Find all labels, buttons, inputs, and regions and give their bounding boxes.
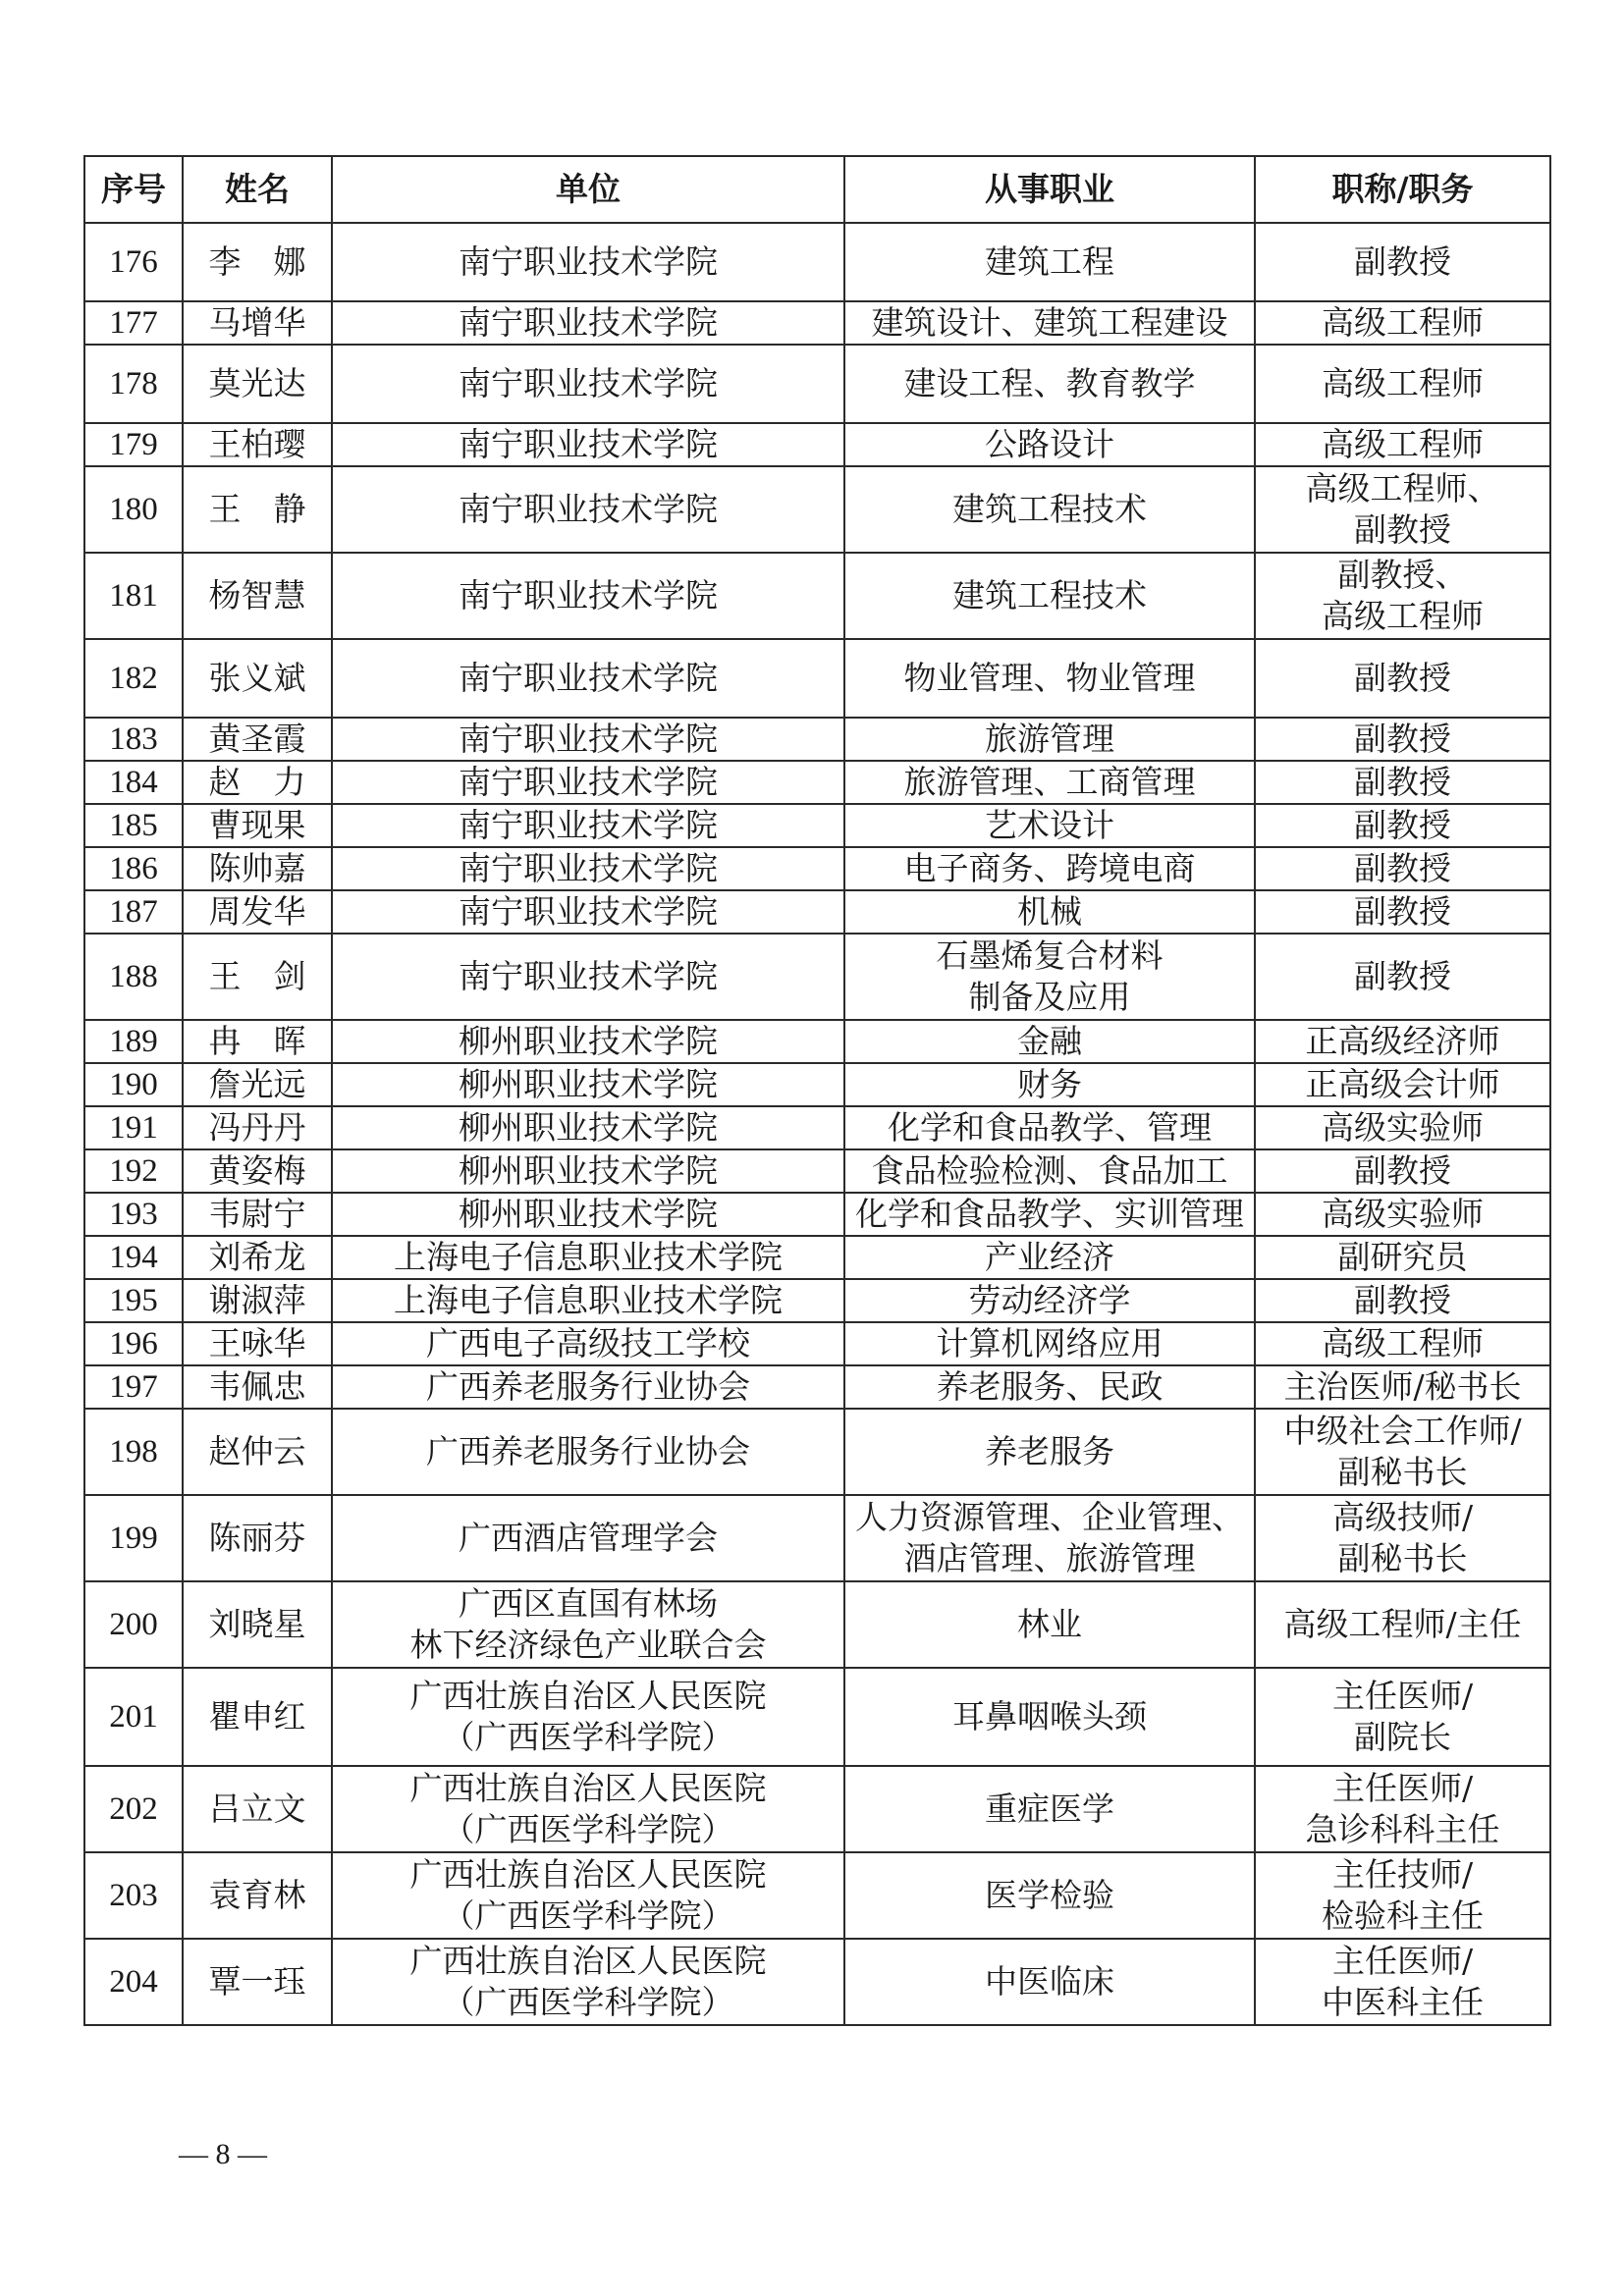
cell-title-position-line: 副秘书长 <box>1337 1539 1468 1577</box>
cell-title-position <box>1255 301 1550 345</box>
cell-title-position <box>1255 1409 1550 1495</box>
cell-serial-number: 199 <box>84 1495 183 1581</box>
cell-unit-line: 柳州职业技术学院 <box>459 1151 718 1190</box>
cell-occupation-line: 财务 <box>1017 1065 1082 1103</box>
cell-title-position <box>1255 1236 1550 1279</box>
cell-title-position <box>1255 345 1550 423</box>
cell-occupation-line: 机械 <box>1017 892 1082 931</box>
cell-occupation <box>844 1495 1255 1581</box>
cell-unit-line: 南宁职业技术学院 <box>459 364 718 402</box>
cell-unit-line: 广西壮族自治区人民医院 <box>409 1942 767 1980</box>
table-row <box>84 1106 1550 1149</box>
cell-unit <box>332 804 844 847</box>
table-body <box>84 223 1550 2025</box>
cell-unit-line: 广西区直国有林场 <box>459 1584 718 1623</box>
cell-unit-line: 柳州职业技术学院 <box>459 1108 718 1147</box>
cell-serial-number: 181 <box>84 553 183 639</box>
cell-unit <box>332 1149 844 1193</box>
cell-occupation-line: 建筑工程 <box>985 242 1114 281</box>
cell-serial-number: 185 <box>84 804 183 847</box>
cell-unit-line: （广西医学科学院） <box>442 1983 734 2021</box>
cell-serial-number: 193 <box>84 1193 183 1236</box>
table-row <box>84 1939 1550 2025</box>
cell-title-position-line: 副教授 <box>1354 1281 1451 1319</box>
cell-occupation-line: 建设工程、教育教学 <box>903 364 1196 402</box>
cell-unit <box>332 345 844 423</box>
cell-serial-number: 183 <box>84 718 183 761</box>
cell-occupation-line: 医学检验 <box>985 1876 1114 1914</box>
cell-serial-number: 189 <box>84 1020 183 1063</box>
cell-occupation-line: 建筑工程技术 <box>952 490 1147 528</box>
cell-unit <box>332 1106 844 1149</box>
cell-name: 王柏璎 <box>183 423 332 466</box>
cell-unit-line: 南宁职业技术学院 <box>459 892 718 931</box>
cell-serial-number: 198 <box>84 1409 183 1495</box>
table-row <box>84 1668 1550 1766</box>
cell-title-position-line: 副教授 <box>1354 659 1451 697</box>
cell-unit <box>332 1365 844 1409</box>
cell-title-position-line: 副教授 <box>1354 242 1451 281</box>
cell-occupation-line: 劳动经济学 <box>968 1281 1131 1319</box>
cell-title-position-line: 高级实验师 <box>1322 1195 1484 1233</box>
cell-title-position <box>1255 804 1550 847</box>
cell-title-position <box>1255 1322 1550 1365</box>
cell-occupation-line: 物业管理、物业管理 <box>903 659 1196 697</box>
cell-occupation <box>844 1365 1255 1409</box>
cell-unit <box>332 847 844 890</box>
cell-title-position <box>1255 1193 1550 1236</box>
cell-unit-line: 南宁职业技术学院 <box>459 849 718 887</box>
table-header-row <box>84 156 1550 223</box>
cell-occupation <box>844 890 1255 934</box>
cell-unit-line: 广西壮族自治区人民医院 <box>409 1855 767 1894</box>
cell-unit <box>332 761 844 804</box>
cell-occupation-line: 食品检验检测、食品加工 <box>871 1151 1228 1190</box>
cell-unit <box>332 553 844 639</box>
cell-unit <box>332 1495 844 1581</box>
table-row <box>84 466 1550 553</box>
cell-unit-line: 南宁职业技术学院 <box>459 576 718 614</box>
table-row <box>84 1495 1550 1581</box>
cell-occupation-line: 养老服务、民政 <box>936 1367 1164 1406</box>
cell-title-position <box>1255 1581 1550 1668</box>
cell-title-position <box>1255 1279 1550 1322</box>
cell-serial-number: 187 <box>84 890 183 934</box>
cell-title-position-line: 正高级会计师 <box>1305 1065 1500 1103</box>
cell-serial-number: 191 <box>84 1106 183 1149</box>
cell-serial-number: 177 <box>84 301 183 345</box>
table-row <box>84 345 1550 423</box>
cell-title-position <box>1255 1149 1550 1193</box>
table-row <box>84 761 1550 804</box>
cell-title-position <box>1255 423 1550 466</box>
cell-unit <box>332 1279 844 1322</box>
cell-unit <box>332 1236 844 1279</box>
cell-name: 瞿申红 <box>183 1668 332 1766</box>
cell-title-position <box>1255 1020 1550 1063</box>
cell-name: 吕立文 <box>183 1766 332 1852</box>
table-row <box>84 553 1550 639</box>
cell-title-position <box>1255 223 1550 301</box>
cell-title-position-line: 检验科主任 <box>1322 1896 1484 1935</box>
cell-title-position <box>1255 934 1550 1020</box>
cell-unit <box>332 466 844 553</box>
cell-name: 马增华 <box>183 301 332 345</box>
cell-unit <box>332 1766 844 1852</box>
cell-title-position <box>1255 718 1550 761</box>
table-row <box>84 1322 1550 1365</box>
cell-title-position <box>1255 1106 1550 1149</box>
cell-title-position-line: 副秘书长 <box>1337 1453 1468 1491</box>
cell-unit <box>332 1193 844 1236</box>
cell-unit <box>332 1409 844 1495</box>
cell-serial-number: 197 <box>84 1365 183 1409</box>
table-row <box>84 718 1550 761</box>
cell-title-position-line: 高级工程师 <box>1322 303 1484 342</box>
cell-unit <box>332 423 844 466</box>
cell-title-position-line: 高级工程师 <box>1322 597 1484 635</box>
cell-title-position <box>1255 1668 1550 1766</box>
cell-name: 袁育林 <box>183 1852 332 1939</box>
cell-occupation <box>844 639 1255 718</box>
cell-occupation-line: 石墨烯复合材料 <box>936 936 1164 975</box>
cell-unit <box>332 1668 844 1766</box>
cell-occupation-line: 人力资源管理、企业管理、 <box>855 1498 1244 1536</box>
cell-title-position-line: 主任医师/ <box>1331 1942 1474 1980</box>
cell-unit-line: （广西医学科学院） <box>442 1810 734 1848</box>
cell-occupation <box>844 1236 1255 1279</box>
cell-unit <box>332 639 844 718</box>
cell-serial-number: 182 <box>84 639 183 718</box>
cell-occupation-line: 电子商务、跨境电商 <box>903 849 1196 887</box>
cell-occupation <box>844 1581 1255 1668</box>
cell-occupation-line: 艺术设计 <box>985 806 1114 844</box>
cell-unit-line: 南宁职业技术学院 <box>459 957 718 995</box>
cell-serial-number: 195 <box>84 1279 183 1322</box>
header-occupation: 从事职业 <box>844 156 1255 223</box>
personnel-table <box>83 155 1551 2026</box>
table-row <box>84 1279 1550 1322</box>
cell-serial-number: 194 <box>84 1236 183 1279</box>
cell-name: 黄圣霞 <box>183 718 332 761</box>
cell-occupation-line: 耳鼻咽喉头颈 <box>952 1697 1147 1735</box>
cell-occupation-line: 公路设计 <box>985 425 1114 463</box>
cell-occupation-line: 化学和食品教学、实训管理 <box>855 1195 1244 1233</box>
cell-unit-line: 广西养老服务行业协会 <box>426 1432 750 1470</box>
table-row <box>84 1236 1550 1279</box>
cell-title-position <box>1255 1766 1550 1852</box>
cell-unit-line: 上海电子信息职业技术学院 <box>394 1281 783 1319</box>
cell-name: 谢淑萍 <box>183 1279 332 1322</box>
cell-title-position-line: 副教授 <box>1354 806 1451 844</box>
table-row <box>84 423 1550 466</box>
cell-occupation <box>844 1020 1255 1063</box>
cell-occupation-line: 林业 <box>1017 1605 1082 1643</box>
cell-occupation-line: 旅游管理 <box>985 720 1114 758</box>
table-row <box>84 1581 1550 1668</box>
page-number: — 8 — <box>179 2138 267 2170</box>
cell-unit-line: 广西养老服务行业协会 <box>426 1367 750 1406</box>
cell-unit-line: （广西医学科学院） <box>442 1896 734 1935</box>
cell-occupation <box>844 1766 1255 1852</box>
cell-serial-number: 176 <box>84 223 183 301</box>
cell-title-position-line: 高级工程师 <box>1322 364 1484 402</box>
cell-unit <box>332 1939 844 2025</box>
cell-unit <box>332 1581 844 1668</box>
cell-title-position-line: 副研究员 <box>1337 1238 1468 1276</box>
cell-title-position-line: 高级工程师、 <box>1305 469 1500 507</box>
cell-title-position-line: 高级工程师 <box>1322 1324 1484 1362</box>
cell-name: 杨智慧 <box>183 553 332 639</box>
cell-occupation-line: 建筑工程技术 <box>952 576 1147 614</box>
cell-unit <box>332 1322 844 1365</box>
cell-name: 刘希龙 <box>183 1236 332 1279</box>
cell-title-position-line: 副教授、 <box>1337 556 1468 594</box>
cell-title-position <box>1255 761 1550 804</box>
table-row <box>84 1063 1550 1106</box>
cell-unit-line: 南宁职业技术学院 <box>459 242 718 281</box>
cell-serial-number: 204 <box>84 1939 183 2025</box>
cell-occupation <box>844 1322 1255 1365</box>
table-row <box>84 1365 1550 1409</box>
cell-title-position-line: 副教授 <box>1354 892 1451 931</box>
cell-unit-line: 上海电子信息职业技术学院 <box>394 1238 783 1276</box>
cell-name: 覃一珏 <box>183 1939 332 2025</box>
cell-title-position <box>1255 1495 1550 1581</box>
header-name: 姓名 <box>183 156 332 223</box>
table-row <box>84 223 1550 301</box>
cell-occupation-line: 制备及应用 <box>968 978 1131 1016</box>
cell-unit-line: 广西壮族自治区人民医院 <box>409 1769 767 1807</box>
cell-unit <box>332 1020 844 1063</box>
cell-occupation <box>844 1149 1255 1193</box>
cell-serial-number: 188 <box>84 934 183 1020</box>
cell-occupation <box>844 1668 1255 1766</box>
cell-name: 陈帅嘉 <box>183 847 332 890</box>
table-row <box>84 639 1550 718</box>
cell-occupation <box>844 1852 1255 1939</box>
cell-serial-number: 180 <box>84 466 183 553</box>
cell-unit-line: 南宁职业技术学院 <box>459 490 718 528</box>
table-row <box>84 1020 1550 1063</box>
cell-occupation <box>844 423 1255 466</box>
cell-unit <box>332 934 844 1020</box>
cell-name: 刘晓星 <box>183 1581 332 1668</box>
table-row <box>84 847 1550 890</box>
cell-title-position-line: 主任医师/ <box>1331 1769 1474 1807</box>
cell-name: 赵 力 <box>183 761 332 804</box>
cell-occupation-line: 计算机网络应用 <box>936 1324 1164 1362</box>
cell-title-position-line: 副教授 <box>1354 1151 1451 1190</box>
cell-title-position-line: 正高级经济师 <box>1305 1022 1500 1060</box>
cell-name: 莫光达 <box>183 345 332 423</box>
cell-occupation-line: 产业经济 <box>985 1238 1114 1276</box>
cell-unit-line: 南宁职业技术学院 <box>459 806 718 844</box>
cell-unit <box>332 301 844 345</box>
cell-occupation-line: 化学和食品教学、管理 <box>888 1108 1212 1147</box>
cell-title-position-line: 中医科主任 <box>1322 1983 1484 2021</box>
table-row <box>84 1193 1550 1236</box>
cell-occupation <box>844 466 1255 553</box>
cell-serial-number: 178 <box>84 345 183 423</box>
cell-unit <box>332 1852 844 1939</box>
cell-name: 周发华 <box>183 890 332 934</box>
cell-title-position-line: 主任技师/ <box>1331 1855 1474 1894</box>
cell-name: 陈丽芬 <box>183 1495 332 1581</box>
cell-unit <box>332 718 844 761</box>
cell-occupation <box>844 718 1255 761</box>
cell-title-position <box>1255 890 1550 934</box>
cell-title-position-line: 高级工程师/主任 <box>1283 1605 1522 1643</box>
cell-serial-number: 202 <box>84 1766 183 1852</box>
cell-name: 赵仲云 <box>183 1409 332 1495</box>
cell-serial-number: 186 <box>84 847 183 890</box>
cell-serial-number: 192 <box>84 1149 183 1193</box>
cell-occupation <box>844 1279 1255 1322</box>
cell-serial-number: 200 <box>84 1581 183 1668</box>
table-row <box>84 301 1550 345</box>
table-row <box>84 804 1550 847</box>
cell-occupation <box>844 345 1255 423</box>
cell-title-position-line: 主任医师/ <box>1331 1677 1474 1715</box>
table-row <box>84 934 1550 1020</box>
header-title-position: 职称/职务 <box>1255 156 1550 223</box>
cell-name: 曹现果 <box>183 804 332 847</box>
cell-unit-line: 南宁职业技术学院 <box>459 720 718 758</box>
cell-serial-number: 184 <box>84 761 183 804</box>
cell-title-position-line: 中级社会工作师/ <box>1283 1412 1522 1450</box>
cell-title-position-line: 高级实验师 <box>1322 1108 1484 1147</box>
cell-title-position-line: 副教授 <box>1354 510 1451 549</box>
cell-name: 王咏华 <box>183 1322 332 1365</box>
cell-serial-number: 203 <box>84 1852 183 1939</box>
cell-unit-line: 柳州职业技术学院 <box>459 1195 718 1233</box>
cell-unit-line: 广西电子高级技工学校 <box>426 1324 750 1362</box>
cell-title-position-line: 主治医师/秘书长 <box>1283 1367 1522 1406</box>
table-row <box>84 890 1550 934</box>
cell-name: 韦尉宁 <box>183 1193 332 1236</box>
cell-occupation <box>844 553 1255 639</box>
header-unit: 单位 <box>332 156 844 223</box>
table-row <box>84 1409 1550 1495</box>
cell-occupation-line: 建筑设计、建筑工程建设 <box>871 303 1228 342</box>
cell-occupation <box>844 761 1255 804</box>
cell-unit-line: 林下经济绿色产业联合会 <box>409 1626 767 1664</box>
cell-unit-line: 南宁职业技术学院 <box>459 303 718 342</box>
cell-serial-number: 179 <box>84 423 183 466</box>
cell-name: 黄姿梅 <box>183 1149 332 1193</box>
cell-unit <box>332 223 844 301</box>
cell-title-position <box>1255 466 1550 553</box>
cell-serial-number: 201 <box>84 1668 183 1766</box>
cell-name: 韦佩忠 <box>183 1365 332 1409</box>
cell-unit-line: 广西壮族自治区人民医院 <box>409 1677 767 1715</box>
cell-occupation <box>844 1409 1255 1495</box>
cell-title-position-line: 副教授 <box>1354 849 1451 887</box>
cell-occupation-line: 重症医学 <box>985 1789 1114 1828</box>
cell-unit-line: 柳州职业技术学院 <box>459 1022 718 1060</box>
cell-title-position <box>1255 1939 1550 2025</box>
cell-serial-number: 190 <box>84 1063 183 1106</box>
cell-occupation <box>844 847 1255 890</box>
cell-occupation <box>844 934 1255 1020</box>
cell-occupation-line: 金融 <box>1017 1022 1082 1060</box>
cell-title-position-line: 高级工程师 <box>1322 425 1484 463</box>
cell-name: 冯丹丹 <box>183 1106 332 1149</box>
cell-title-position <box>1255 847 1550 890</box>
cell-title-position <box>1255 553 1550 639</box>
cell-title-position-line: 副教授 <box>1354 763 1451 801</box>
cell-name: 李 娜 <box>183 223 332 301</box>
cell-unit-line: 柳州职业技术学院 <box>459 1065 718 1103</box>
cell-unit <box>332 890 844 934</box>
cell-unit-line: 广西酒店管理学会 <box>459 1519 718 1557</box>
cell-title-position-line: 高级技师/ <box>1331 1498 1474 1536</box>
cell-serial-number: 196 <box>84 1322 183 1365</box>
cell-name: 王 剑 <box>183 934 332 1020</box>
cell-occupation <box>844 1063 1255 1106</box>
cell-name: 王 静 <box>183 466 332 553</box>
cell-title-position-line: 副教授 <box>1354 720 1451 758</box>
cell-occupation-line: 酒店管理、旅游管理 <box>903 1539 1196 1577</box>
cell-occupation-line: 旅游管理、工商管理 <box>903 763 1196 801</box>
cell-title-position <box>1255 1852 1550 1939</box>
cell-occupation <box>844 804 1255 847</box>
cell-unit <box>332 1063 844 1106</box>
cell-unit-line: 南宁职业技术学院 <box>459 659 718 697</box>
table-row <box>84 1852 1550 1939</box>
cell-name: 冉 晖 <box>183 1020 332 1063</box>
cell-occupation <box>844 223 1255 301</box>
cell-title-position-line: 急诊科科主任 <box>1305 1810 1500 1848</box>
cell-title-position <box>1255 1063 1550 1106</box>
cell-occupation <box>844 1939 1255 2025</box>
cell-occupation-line: 养老服务 <box>985 1432 1114 1470</box>
cell-name: 詹光远 <box>183 1063 332 1106</box>
cell-occupation <box>844 301 1255 345</box>
cell-occupation <box>844 1193 1255 1236</box>
cell-title-position <box>1255 1365 1550 1409</box>
cell-title-position-line: 副教授 <box>1354 957 1451 995</box>
cell-name: 张义斌 <box>183 639 332 718</box>
cell-title-position <box>1255 639 1550 718</box>
header-serial-number: 序号 <box>84 156 183 223</box>
cell-occupation-line: 中医临床 <box>985 1962 1114 2001</box>
table-row <box>84 1766 1550 1852</box>
cell-unit-line: （广西医学科学院） <box>442 1718 734 1756</box>
cell-unit-line: 南宁职业技术学院 <box>459 763 718 801</box>
cell-title-position-line: 副院长 <box>1354 1718 1451 1756</box>
cell-unit-line: 南宁职业技术学院 <box>459 425 718 463</box>
table-row <box>84 1149 1550 1193</box>
cell-occupation <box>844 1106 1255 1149</box>
